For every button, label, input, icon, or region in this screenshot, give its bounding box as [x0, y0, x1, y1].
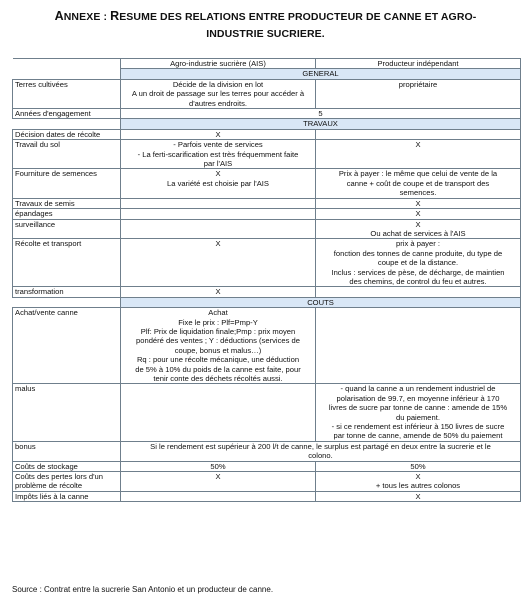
cell-ais: X La variété est choisie par l'AIS: [121, 169, 316, 198]
title-initial-a: A: [54, 9, 64, 23]
table-row: [13, 140, 521, 169]
row-label: surveillance: [13, 219, 121, 239]
relations-table: [12, 58, 521, 502]
cell-ais: 50%: [121, 461, 316, 471]
row-label: Terres cultivées: [13, 79, 121, 108]
table-row: [13, 308, 521, 384]
cell-ais: [121, 209, 316, 219]
row-label: Travail du sol: [13, 140, 121, 169]
table-row: [13, 209, 521, 219]
section-row-travaux: [13, 119, 521, 129]
cell-independent: [316, 287, 521, 297]
source-note: Source : Contrat entre la sucrerie San Antonio et un producteur de canne.: [12, 585, 274, 594]
column-header-ais: Agro-industrie sucrière (AIS): [121, 59, 316, 69]
section-travaux: TRAVAUX: [121, 119, 521, 129]
row-label: malus: [13, 384, 121, 441]
cell-merged: 5: [121, 109, 521, 119]
table-row: [13, 384, 521, 441]
cell-independent: [316, 129, 521, 139]
row-label: Impôts liés à la canne: [13, 491, 121, 501]
column-header-independent: Producteur indépendant: [316, 59, 521, 69]
section-general: GENERAL: [121, 69, 521, 79]
title-line2: INDUSTRIE SUCRIERE.: [206, 28, 325, 40]
table-row: [13, 287, 521, 297]
cell-independent: X: [316, 198, 521, 208]
cell-independent: X: [316, 140, 521, 169]
cell-ais: X: [121, 239, 316, 287]
table-row: [13, 461, 521, 471]
cell-independent: propriétaire: [316, 79, 521, 108]
table-row: [13, 239, 521, 287]
table-row: [13, 109, 521, 119]
section-row-general: [13, 69, 521, 79]
page-title: [0, 8, 531, 43]
header-empty-cell: [13, 59, 121, 69]
cell-ais: X: [121, 287, 316, 297]
cell-ais: [121, 384, 316, 441]
row-label: Travaux de semis: [13, 198, 121, 208]
row-label: Coûts de stockage: [13, 461, 121, 471]
section-row-couts: [13, 297, 521, 307]
cell-independent: Prix à payer : le même que celui de vente de la canne + coût de coupe et de transport des semences.: [316, 169, 521, 198]
row-label: Achat/vente canne: [13, 308, 121, 384]
table-row: [13, 169, 521, 198]
table-row: [13, 79, 521, 108]
table-row: [13, 129, 521, 139]
table-row: [13, 491, 521, 501]
table-row: [13, 441, 521, 461]
row-label: Décision dates de récolte: [13, 129, 121, 139]
table-row: [13, 472, 521, 492]
cell-ais: [121, 491, 316, 501]
cell-ais: Achat Fixe le prix : Plf=Pmp-Y Plf: Prix de liquidation finale;Pmp : prix moyen pondéré des ventes ; Y : déductions (services de coupe, bonus et malus…) Rq : pour une récolte mécanique, une déduction de 5% à 10% du poids de la canne est faite, pour tenir conte des déchets récoltés aussi.: [121, 308, 316, 384]
cell-independent: X: [316, 209, 521, 219]
cell-ais: - Parfois vente de services - La ferti-scarification est très fréquemment faite par l'AIS: [121, 140, 316, 169]
table-row: [13, 198, 521, 208]
row-label: Coûts des pertes lors d'un problème de récolte: [13, 472, 121, 492]
cell-ais: Décide de la division en lot A un droit de passage sur les terres pour accéder à d'autres endroits.: [121, 79, 316, 108]
row-label: Récolte et transport: [13, 239, 121, 287]
row-label: épandages: [13, 209, 121, 219]
cell-ais: [121, 219, 316, 239]
section-couts: COUTS: [121, 297, 521, 307]
cell-independent: [316, 308, 521, 384]
cell-ais: X: [121, 472, 316, 492]
cell-independent: X Ou achat de services à l'AIS: [316, 219, 521, 239]
cell-independent: X: [316, 491, 521, 501]
title-line1-rest: ESUME DES RELATIONS ENTRE PRODUCTEUR DE CANNE ET AGRO-: [119, 11, 477, 23]
header-row: [13, 59, 521, 69]
row-label: transformation: [13, 287, 121, 297]
cell-merged: Si le rendement est supérieur à 200 l/t de canne, le surplus est partagé en deux entre la sucrerie et le colono.: [121, 441, 521, 461]
cell-independent: - quand la canne a un rendement industriel de polarisation de 99.7, en moyenne inférieur à 170 livres de sucre par tonne de canne : amende de 15% du paiement. - si ce rendement est inférieur à 150 livres de sucre par tonne de canne, amende de 50% du paiement: [316, 384, 521, 441]
row-label: Fourniture de semences: [13, 169, 121, 198]
cell-independent: X + tous les autres colonos: [316, 472, 521, 492]
cell-independent: prix à payer : fonction des tonnes de canne produite, du type de coupe et de la distance. Inclus : services de pèse, de décharge, de maintien des chemins, de control du feu et autres.: [316, 239, 521, 287]
cell-ais: [121, 198, 316, 208]
row-label: Années d'engagement: [13, 109, 121, 119]
row-label: bonus: [13, 441, 121, 461]
cell-ais: X: [121, 129, 316, 139]
title-initial-r: R: [110, 9, 120, 23]
title-annexe-rest: NNEXE :: [63, 11, 111, 23]
table-row: [13, 219, 521, 239]
cell-independent: 50%: [316, 461, 521, 471]
